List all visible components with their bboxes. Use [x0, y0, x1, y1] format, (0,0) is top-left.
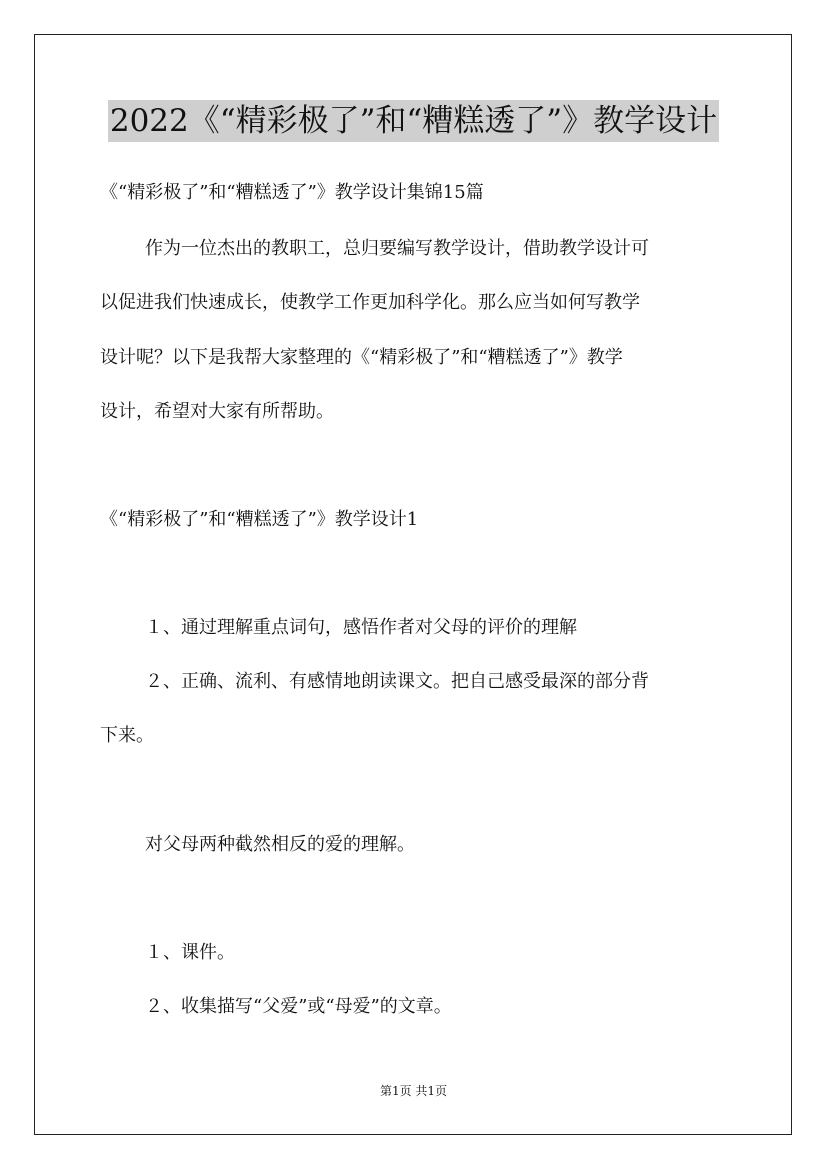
title-container — [0, 100, 827, 142]
goal-2-line-1: ２、正确、流利、有感情地朗读课文。把自己感受最深的部分背 — [145, 671, 649, 692]
intro-line-1: 作为一位杰出的教职工，总归要编写教学设计，借助教学设计可 — [145, 238, 649, 259]
prep-2: ２、收集描写“父爱”或“母爱”的文章。 — [145, 996, 452, 1017]
goal-1: １、通过理解重点词句，感悟作者对父母的评价的理解 — [145, 617, 577, 638]
prep-1: １、课件。 — [145, 942, 235, 963]
goal-2-line-2: 下来。 — [100, 725, 154, 746]
intro-line-4: 设计，希望对大家有所帮助。 — [100, 401, 334, 422]
section-heading: 《“精彩极了”和“糟糕透了”》教学设计1 — [100, 509, 419, 530]
page-footer: 第1页 共1页 — [379, 1084, 448, 1098]
document-subtitle: 《“精彩极了”和“糟糕透了”》教学设计集锦15篇 — [100, 182, 484, 203]
document-title: 2022《“精彩极了”和“糟糕透了”》教学设计 — [108, 100, 719, 142]
key-point: 对父母两种截然相反的爱的理解。 — [145, 834, 415, 855]
intro-line-3: 设计呢？以下是我帮大家整理的《“精彩极了”和“糟糕透了”》教学 — [100, 347, 623, 368]
intro-line-2: 以促进我们快速成长，使教学工作更加科学化。那么应当如何写教学 — [100, 292, 640, 313]
